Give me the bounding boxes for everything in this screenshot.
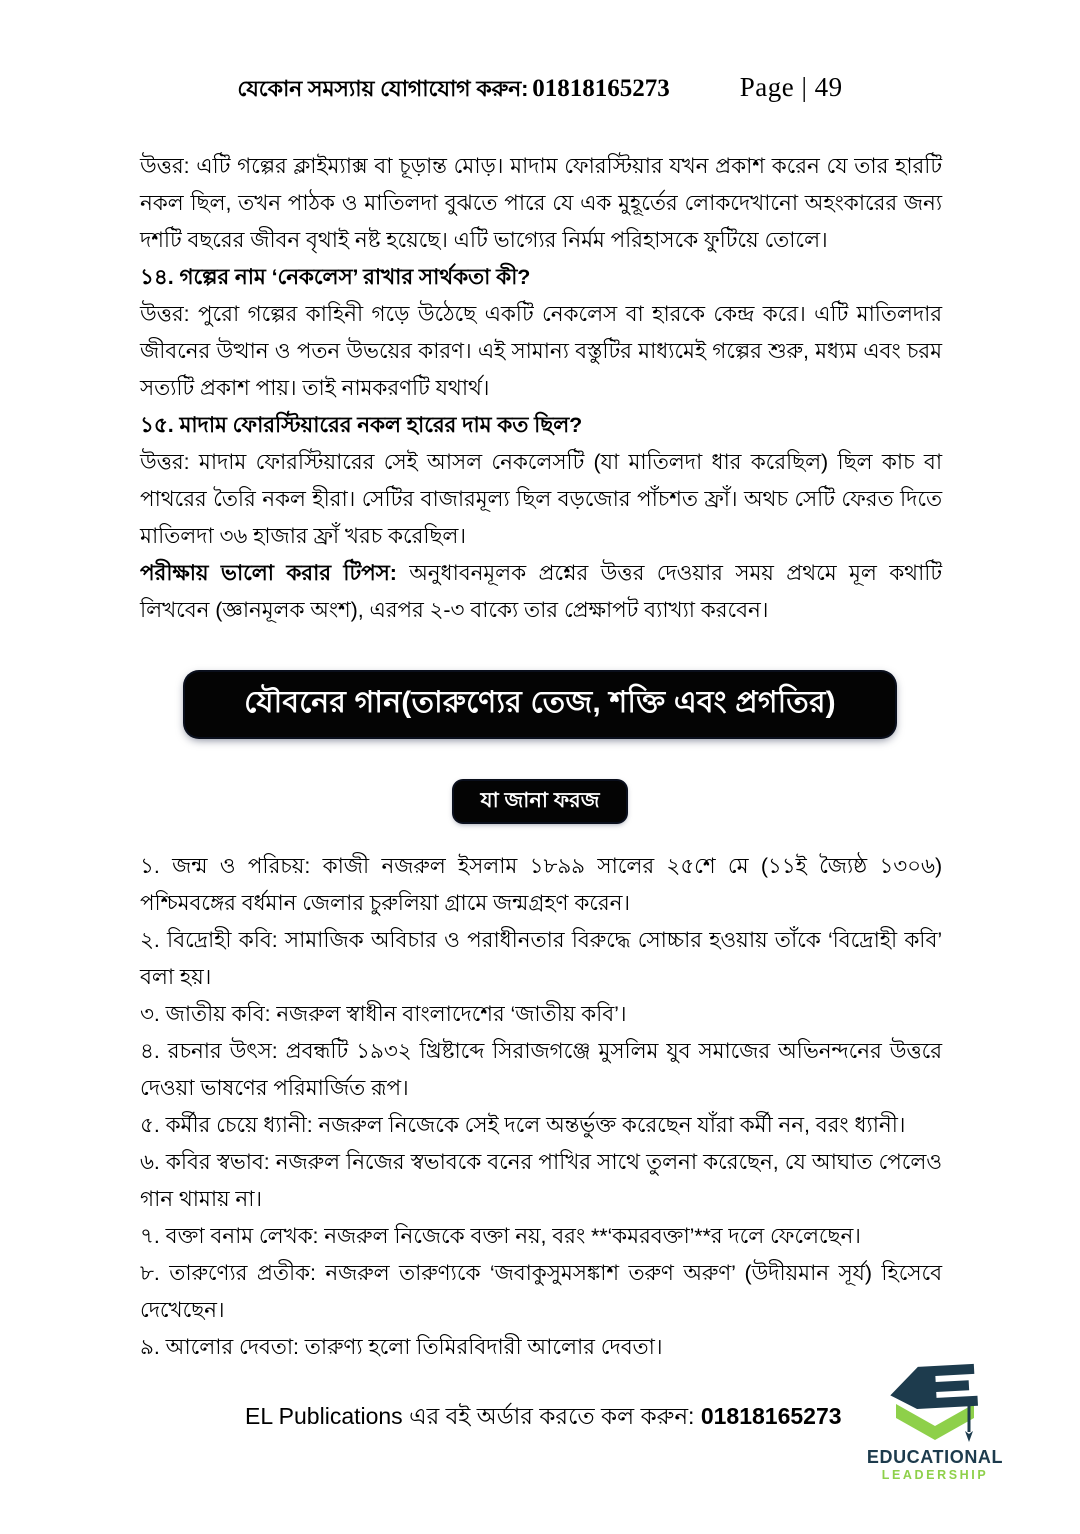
chapter-banner-container	[0, 672, 1080, 737]
header-phone-number: 01818165273	[532, 75, 670, 102]
list-item: ৯. আলোর দেবতা: তারুণ্য হলো তিমিরবিদারী আলোর দেবতা।	[140, 1334, 663, 1359]
list-item: ৩. জাতীয় কবি: নজরুল স্বাধীন বাংলাদেশের ‘জাতীয় কবি’।	[140, 1001, 627, 1026]
footer-phone-number: 01818165273	[700, 1403, 842, 1429]
list-item: ৮. তারুণ্যের প্রতীক: নজরুল তারুণ্যকে ‘জবাকুসুমসঙ্কাশ তরুণ অরুণ’ (উদীয়মান সূর্য) হিসেবে দেখেছেন।	[140, 1260, 942, 1322]
section-badge: যা জানা ফরজ	[454, 781, 625, 822]
exam-tip-paragraph	[140, 555, 942, 629]
footer-order-text	[245, 1398, 842, 1437]
answer-paragraph: উত্তর: মাদাম ফোরস্টিয়ারের সেই আসল নেকলেসটি (যা মাতিলদা ধার করেছিল) ছিল কাচ বা পাথরের তৈরি নকল হীরা। সেটির বাজারমূল্য ছিল বড়জোর পাঁচশত ফ্রাঁ। অথচ সেটি ফেরত দিতে মাতিলদা ৩৬ হাজার ফ্রাঁ খরচ করেছিল।	[140, 449, 942, 548]
graduation-cap-logo-icon	[876, 1360, 994, 1446]
chapter-title-banner: যৌবনের গান(তারুণ্যের তেজ, শক্তি এবং প্রগতির)	[185, 672, 895, 737]
header-contact-label: যেকোন সমস্যায় যোগাযোগ করুন:	[237, 76, 529, 101]
list-item: ৬. কবির স্বভাব: নজরুল নিজের স্বভাবকে বনের পাখির সাথে তুলনা করেছেন, যে আঘাত পেলেও গান থামায় না।	[140, 1149, 942, 1211]
body-content	[140, 148, 942, 629]
list-item: ৪. রচনার উৎস: প্রবন্ধটি ১৯৩২ খ্রিষ্টাব্দে সিরাজগঞ্জে মুসলিম যুব সমাজের অভিনন্দনের উত্তরে দেওয়া ভাষণের পরিমার্জিত রূপ।	[140, 1038, 942, 1100]
page-number-label: Page | 49	[739, 72, 843, 102]
list-item: ২. বিদ্রোহী কবি: সামাজিক অবিচার ও পরাধীনতার বিরুদ্ধে সোচ্চার হওয়ায় তাঁকে ‘বিদ্রোহী কবি’ বলা হয়।	[140, 927, 942, 989]
question-heading-15: ১৫. মাদাম ফোরস্টিয়ারের নকল হারের দাম কত ছিল?	[140, 412, 583, 437]
section-badge-container	[0, 781, 1080, 822]
logo-name-text: EDUCATIONAL	[866, 1447, 1004, 1467]
footer-order-label: EL Publications এর বই অর্ডার করতে কল করুন:	[245, 1403, 701, 1429]
key-points-list	[140, 848, 942, 1366]
logo-subtitle-text: LEADERSHIP	[881, 1467, 989, 1482]
page-header	[140, 72, 940, 109]
list-item: ১. জন্ম ও পরিচয়: কাজী নজরুল ইসলাম ১৮৯৯ সালের ২৫শে মে (১১ই জ্যৈষ্ঠ ১৩০৬) পশ্চিমবঙ্গের বর্ধমান জেলার চুরুলিয়া গ্রামে জন্মগ্রহণ করেন।	[140, 854, 942, 915]
answer-paragraph: উত্তর: এটি গল্পের ক্লাইম্যাক্স বা চূড়ান্ত মোড়। মাদাম ফোরস্টিয়ার যখন প্রকাশ করেন যে তার হারটি নকল ছিল, তখন পাঠক ও মাতিলদা বুঝতে পারে যে এক মুহূর্তের লোকদেখানো অহংকারের জন্য দশটি বছরের জীবন বৃথাই নষ্ট হয়েছে। এটি ভাগ্যের নির্মম পরিহাসকে ফুটিয়ে তোলে।	[140, 154, 942, 252]
exam-tip-label: পরীক্ষায় ভালো করার টিপস:	[140, 560, 397, 585]
list-item: ৫. কর্মীর চেয়ে ধ্যানী: নজরুল নিজেকে সেই দলে অন্তর্ভুক্ত করেছেন যাঁরা কর্মী নন, বরং ধ্যানী।	[140, 1112, 906, 1137]
answer-paragraph: উত্তর: পুরো গল্পের কাহিনী গড়ে উঠেছে একটি নেকলেস বা হারকে কেন্দ্র করে। এটি মাতিলদার জীবনের উত্থান ও পতন উভয়ের কারণ। এই সামান্য বস্তুটির মাধ্যমেই গল্পের শুরু, মধ্যম এবং চরম সত্যটি প্রকাশ পায়। তাই নামকরণটি যথার্থ।	[140, 301, 942, 400]
exam-tip-text: অনুধাবনমূলক প্রশ্নের উত্তর দেওয়ার সময় প্রথমে মূল কথাটি লিখবেন (জ্ঞানমূলক অংশ), এরপর ২-৩ বাক্যে তার প্রেক্ষাপট ব্যাখ্যা করবেন।	[140, 560, 942, 622]
list-item: ৭. বক্তা বনাম লেখক: নজরুল নিজেকে বক্তা নয়, বরং **‘কমরবক্তা’**র দলে ফেলেছেন।	[140, 1223, 861, 1248]
question-heading-14: ১৪. গল্পের নাম ‘নেকলেস’ রাখার সার্থকতা কী?	[140, 264, 531, 289]
publisher-logo	[845, 1360, 1025, 1483]
